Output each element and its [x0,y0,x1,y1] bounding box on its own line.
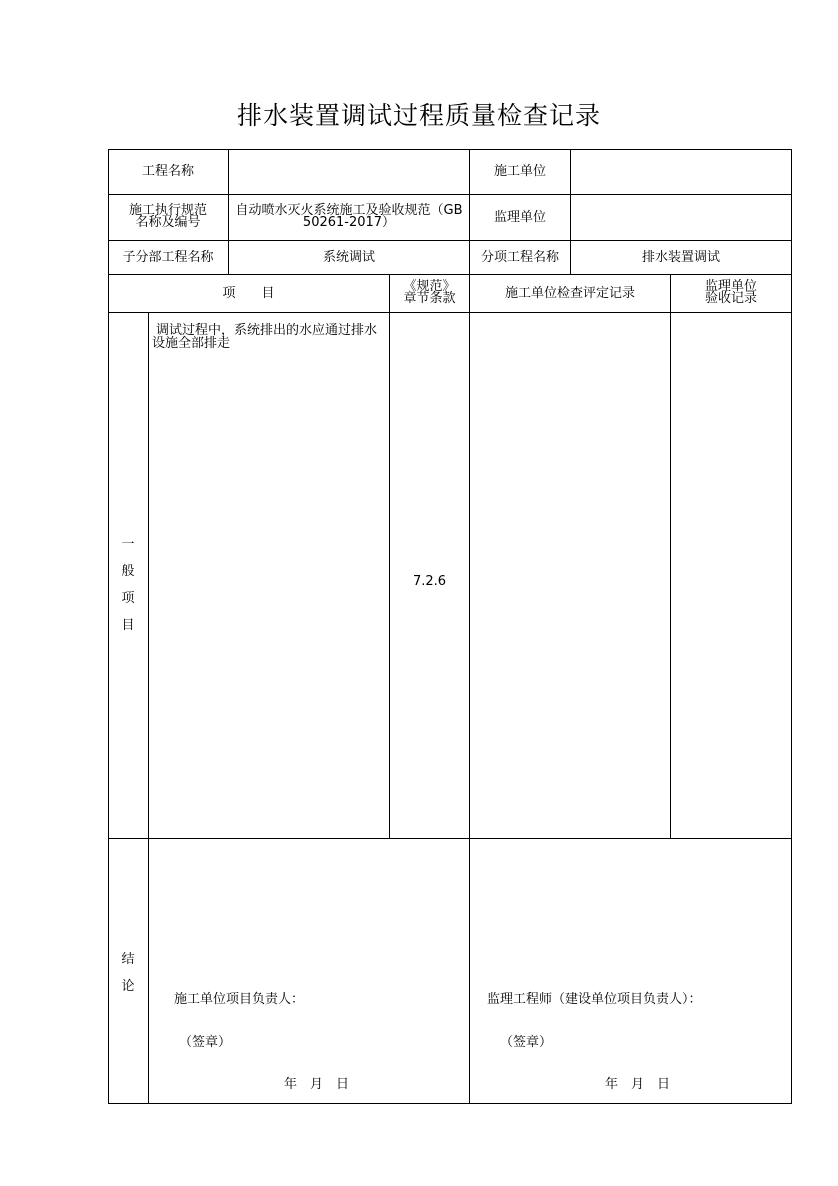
item-line1: 调试过程中，系统排出的水应通过排水 [156,323,378,338]
general-char: 项 [121,591,135,606]
general-item-description [152,312,388,838]
sub-division-label: 子分部工程名称 [122,249,214,265]
project-name-value [229,149,469,194]
conclusion-char: 结 [121,951,135,967]
construction-date-label: 年 月 日 [284,1077,350,1092]
construction-unit-label: 施工单位 [493,164,546,179]
sub-division-value: 系统调试 [322,249,375,265]
page-title: 排水装置调试过程质量检查记录 [236,101,601,130]
item-column-header: 项 目 [222,285,275,301]
supervision-header-line2: 验收记录 [704,291,757,306]
construction-person-label: 施工单位项目负责人： [174,992,305,1007]
standard-value-line1: 自动喷水灭火系统施工及验收规范（GB [235,203,463,218]
conclusion-char: 论 [121,978,135,994]
row-line [108,838,792,839]
clause-header-line2: 章节条款 [403,291,456,306]
standard-label [108,194,228,240]
supervision-date-label: 年 月 日 [605,1077,671,1092]
sub-item-value: 排水装置调试 [641,249,720,265]
supervision-header-line1: 监理单位 [704,279,757,294]
col-line [148,312,149,1104]
sub-item-label: 分项工程名称 [480,249,559,265]
general-items-category [108,312,148,838]
general-item-clause: 7.2.6 [412,573,447,589]
col-line [791,149,792,1104]
general-char: 一 [121,537,135,552]
conclusion-category [108,838,148,1103]
project-name-label: 工程名称 [141,164,194,179]
standard-label-line2: 名称及编号 [135,215,201,230]
standard-label-line1: 施工执行规范 [128,203,207,218]
clause-header-line1: 《规范》 [403,279,456,294]
col-line [670,274,671,838]
general-char: 般 [121,564,135,579]
supervision-unit-label: 监理单位 [493,209,546,225]
supervision-seal-label: （签章） [500,1035,553,1050]
supervision-unit-value [571,194,791,240]
construction-check-header: 施工单位检查评定记录 [504,285,635,301]
supervision-person-label: 监理工程师（建设单位项目负责人）： [487,992,702,1007]
standard-value-line2: 50261-2017） [302,215,396,230]
standard-value [229,194,469,240]
construction-unit-value [571,149,791,194]
clause-column-header [390,274,469,312]
row-line [108,1103,792,1104]
construction-seal-label: （签章） [179,1035,232,1050]
item-line2: 设施全部排走 [152,336,231,351]
supervision-record-header [671,274,791,312]
general-char: 目 [121,618,135,633]
